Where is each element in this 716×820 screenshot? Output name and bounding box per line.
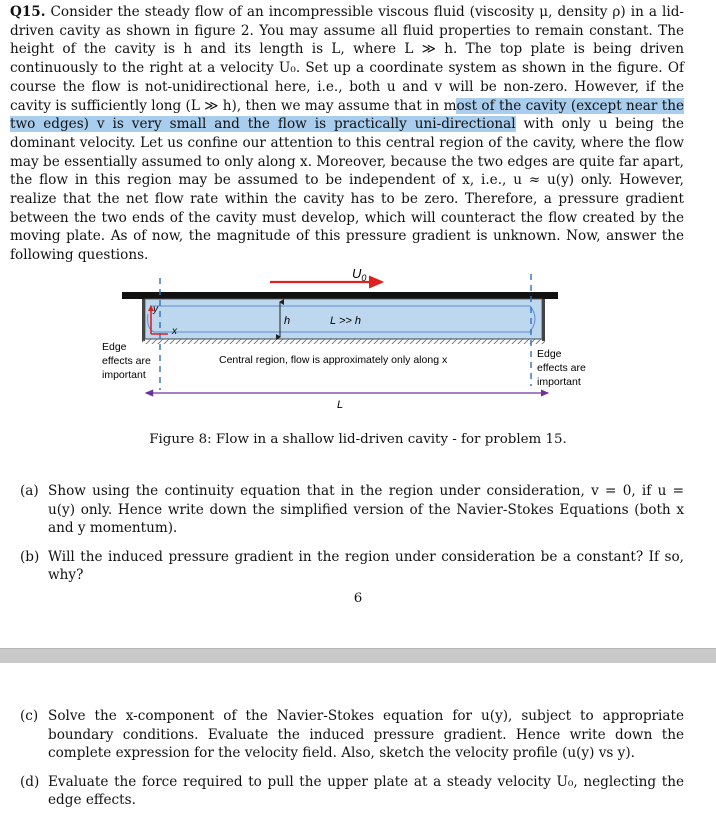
part-b bbox=[20, 548, 684, 585]
question-text-b: with only u being the dominant velocity. Let us confine our attention to this central region of the cavity, where the flow may be essentially assumed to only along x. Moreover, because the two edges are quite far apart, the flow in this region may be assumed to be independent of x, i.e., u ≈ u(y) only. However, realize that the net flow rate within the cavity has to be zero. Therefore, a pressure gradient between the two ends of the cavity must develop, which will counteract the flow created by the moving plate. As of now, the magnitude of this pressure gradient is unknown. Now, answer the following questions. bbox=[10, 116, 685, 264]
part-text: Will the induced pressure gradient in the region under consideration be a constant? If so, why? bbox=[48, 548, 684, 583]
bottom-wall bbox=[142, 339, 545, 344]
lid-plate bbox=[122, 292, 558, 299]
height-label: h bbox=[284, 315, 291, 327]
left-edge-label: Edge effects are important bbox=[102, 341, 151, 381]
part-label: (c) bbox=[20, 708, 39, 724]
part-text: Show using the continuity equation that in the region under consideration, v = 0, if u = u(y) only. Hence write down the simplified version of the Navier-Stokes Equations (both x and y momentum). bbox=[48, 483, 684, 536]
part-d bbox=[20, 773, 684, 810]
page-separator bbox=[0, 648, 716, 664]
parts-list-page1 bbox=[20, 482, 684, 595]
right-edge-label: Edge effects are important bbox=[537, 348, 586, 388]
part-c bbox=[20, 707, 684, 763]
question-text-a: Consider the steady flow of an incompressible viscous fluid (viscosity μ, density ρ) in a lid-driven cavity as shown in figure 2. You may assume all fluid properties to remain constant. The height of the cavity is h and its length is L, where L ≫ h. The top plate is being driven continuously to the right at a velocity U₀. Set up a coordinate system as shown in the figure. Of course the flow is not-unidirectional here, i.e., both u and v will be non-zero. However, if the cavity is sufficiently long (L ≫ h), then we may assume that in m bbox=[10, 4, 684, 114]
highlighted-text[interactable]: ost of the cavity (except near the two edges) v is very small and the flow is practically uni-directional bbox=[10, 97, 685, 133]
central-region-label: Central region, flow is approximately only along x bbox=[219, 354, 448, 366]
part-label: (d) bbox=[20, 773, 40, 790]
part-label: (a) bbox=[20, 483, 39, 499]
ratio-label: L >> h bbox=[330, 315, 361, 327]
part-text: Evaluate the force required to pull the upper plate at a steady velocity U₀, neglecting the edge effects. bbox=[48, 773, 684, 808]
cavity-figure bbox=[90, 262, 586, 422]
length-label: L bbox=[337, 399, 344, 411]
parts-list-page2 bbox=[20, 707, 684, 820]
question-paragraph bbox=[10, 3, 684, 265]
part-text: Solve the x-component of the Navier-Stokes equation for u(y), subject to appropriate boundary conditions. Evaluate the induced pressure gradient. Hence write down the complete expression for the velocity field. Also, sketch the velocity profile (u(y) vs y). bbox=[48, 708, 684, 761]
page-number: 6 bbox=[353, 591, 363, 606]
y-axis-label: y bbox=[153, 304, 158, 315]
x-axis-label: x bbox=[172, 326, 177, 337]
part-label: (b) bbox=[20, 548, 40, 565]
lid-velocity-label: $U_0$ bbox=[352, 266, 367, 283]
document-page-2 bbox=[0, 663, 716, 817]
question-label: Q15. bbox=[10, 4, 46, 20]
part-a bbox=[20, 482, 684, 538]
figure-caption: Figure 8: Flow in a shallow lid-driven cavity - for problem 15. bbox=[149, 432, 567, 447]
